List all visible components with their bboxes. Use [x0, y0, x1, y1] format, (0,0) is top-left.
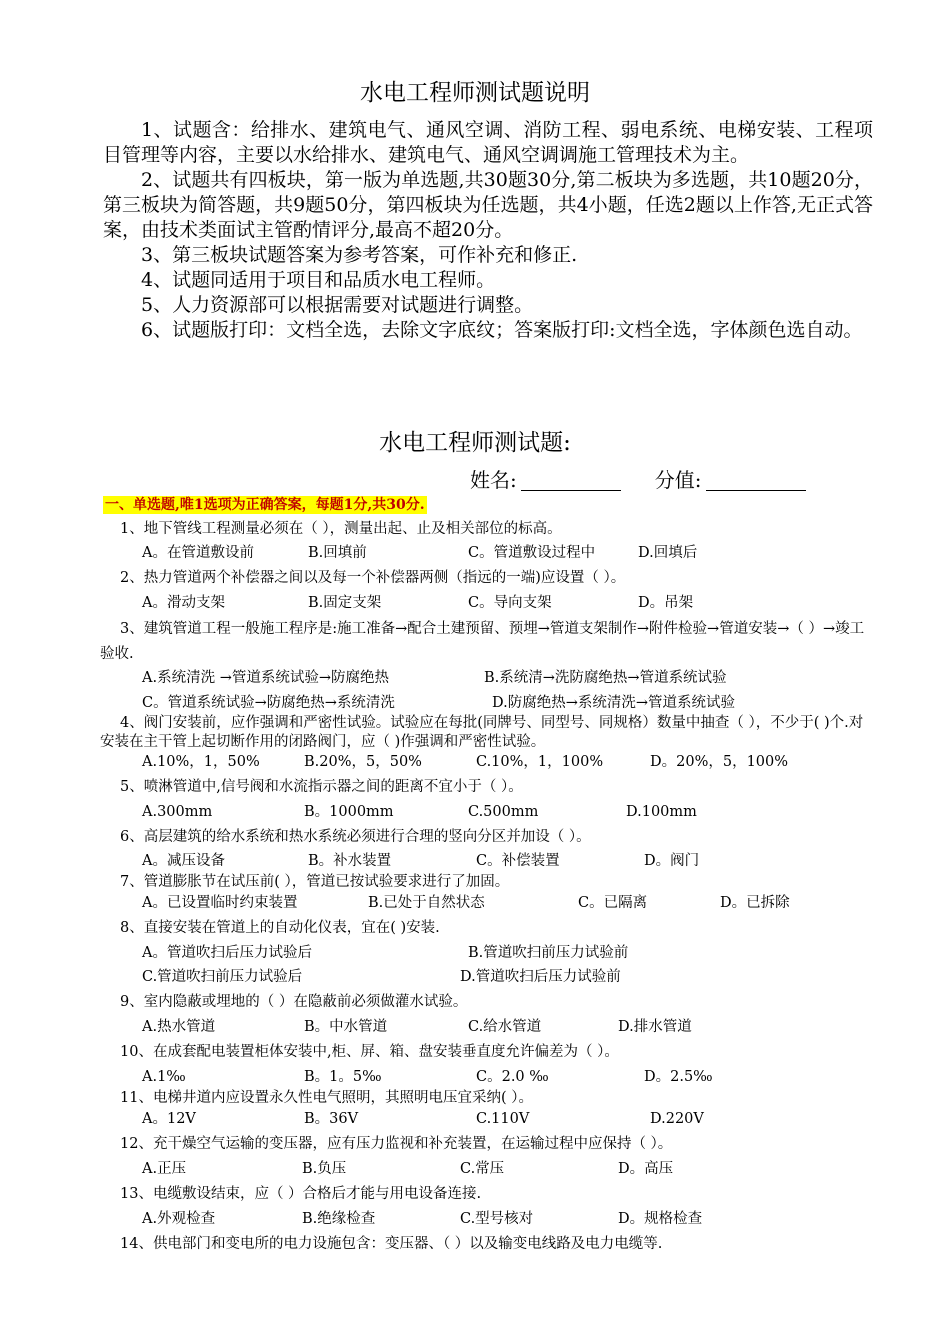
- score-blank: [706, 470, 806, 491]
- option: A。在管道敷设前: [142, 545, 254, 561]
- option: D。规格检查: [618, 1211, 703, 1227]
- option: B.管道吹扫前压力试验前: [468, 945, 629, 961]
- option-row: [142, 542, 842, 564]
- option: B.固定支架: [308, 595, 382, 611]
- question-text: 11、电梯井道内应设置永久性电气照明，其照明电压宜采纳( ）。: [120, 1090, 533, 1106]
- option: B.系统清→洗防腐绝热→管道系统试验: [484, 670, 727, 686]
- option: D。吊架: [638, 595, 694, 611]
- question-text: 5、喷淋管道中,信号阀和水流指示器之间的距离不宜小于（ ）。: [120, 779, 523, 795]
- option: D。已拆除: [720, 895, 790, 911]
- option: A.300mm: [142, 804, 213, 820]
- option: A。管道吹扫后压力试验后: [142, 945, 312, 961]
- option: C.管道吹扫前压力试验后: [142, 969, 303, 985]
- option-row: [142, 942, 842, 964]
- instruction-item: 2、试题共有四板块，第一版为单选题,共30题30分,第二板块为多选题，共10题20分，第三板块为简答题，共9题50分，第四板块为任选题，共4小题，任选2题以上作答,无正式答案，由技术类面试主管酌情评分,最高不超20分。: [103, 169, 873, 241]
- question-text: 2、热力管道两个补偿器之间以及每一个补偿器两侧（指远的一端)应设置（ ）。: [120, 570, 626, 586]
- question-text: 9、室内隐蔽或埋地的（ ）在隐蔽前必须做灌水试验。: [120, 994, 468, 1010]
- option: B。中水管道: [304, 1019, 388, 1035]
- option: A.外观检查: [142, 1211, 216, 1227]
- option-row: [142, 892, 842, 914]
- question-text: 7、管道膨胀节在试压前( ），管道已按试验要求进行了加固。: [120, 874, 510, 890]
- option: C.给水管道: [468, 1019, 542, 1035]
- instructions: [103, 118, 873, 343]
- option: D.回填后: [638, 545, 698, 561]
- option: D.220V: [650, 1111, 704, 1127]
- option: A。已设置临时约束装置: [142, 895, 298, 911]
- option-row: [142, 1158, 842, 1180]
- option-row: [142, 592, 842, 614]
- option: C。导向支架: [468, 595, 552, 611]
- option: A.10%，1，50%: [142, 754, 260, 770]
- option: D.防腐绝热→系统清洗→管道系统试验: [492, 695, 736, 711]
- option-row: [142, 1108, 842, 1130]
- option-row: [142, 966, 842, 988]
- option-row: [142, 1208, 842, 1230]
- option-row: [142, 1016, 842, 1038]
- question-text: 8、直接安装在管道上的自动化仪表，宜在( )安装.: [120, 920, 440, 936]
- option: B.已处于自然状态: [368, 895, 485, 911]
- option: D.排水管道: [618, 1019, 692, 1035]
- option: B。1000mm: [304, 804, 394, 820]
- name-score-row: [470, 466, 870, 494]
- question-text: 12、充干燥空气运输的变压器，应有压力监视和补充装置，在运输过程中应保持（ ）。: [120, 1136, 673, 1152]
- instruction-item: 1、试题含：给排水、建筑电气、通风空调、消防工程、弱电系统、电梯安装、工程项目管理等内容，主要以水给排水、建筑电气、通风空调调施工管理技术为主。: [103, 119, 873, 166]
- instruction-item: 5、人力资源部可以根据需要对试题进行调整。: [141, 294, 534, 316]
- option-row: [142, 801, 842, 823]
- option: B。36V: [304, 1111, 359, 1127]
- option: D。高压: [618, 1161, 674, 1177]
- option: A.系统清洗 →管道系统试验→防腐绝热: [142, 670, 389, 686]
- question-text: 1、地下管线工程测量必须在（ ），测量出起、止及相关部位的标高。: [120, 521, 562, 537]
- option: A。12V: [142, 1111, 196, 1127]
- option-row: [142, 1066, 842, 1088]
- option-row: [142, 692, 842, 714]
- option: D.100mm: [626, 804, 697, 820]
- option: B。1。5‰: [304, 1069, 382, 1085]
- option: C.常压: [460, 1161, 505, 1177]
- test-title: 水电工程师测试题:: [379, 430, 571, 456]
- option: A。减压设备: [142, 853, 225, 869]
- option: C.500mm: [468, 804, 539, 820]
- option: C.110V: [476, 1111, 530, 1127]
- option: B.20%，5，50%: [304, 754, 422, 770]
- instruction-item: 4、试题同适用于项目和品质水电工程师。: [141, 269, 496, 291]
- option: A.热水管道: [142, 1019, 216, 1035]
- name-blank: [521, 470, 621, 491]
- option: B.回填前: [308, 545, 367, 561]
- document-title: 水电工程师测试题说明: [360, 80, 590, 106]
- option: C.型号核对: [460, 1211, 534, 1227]
- question-text: 6、高层建筑的给水系统和热水系统必须进行合理的竖向分区并加设（ ）。: [120, 829, 591, 845]
- option: A.正压: [142, 1161, 187, 1177]
- option-row: [142, 850, 842, 872]
- question-text: 10、在成套配电装置柜体安装中,柜、屏、箱、盘安装垂直度允许偏差为（ ）。: [120, 1044, 619, 1060]
- question-text: 4、阀门安装前，应作强调和严密性试验。试验应在每批(同牌号、同型号、同规格）数量中抽查（ ），不少于( )个.对安装在主干管上起切断作用的闭路阀门，应（ )作强调和严密性试验。: [100, 715, 864, 750]
- option: A.1‰: [142, 1069, 186, 1085]
- option: C。管道系统试验→防腐绝热→系统清洗: [142, 695, 395, 711]
- option: D。2.5‰: [644, 1069, 713, 1085]
- question-text: 14、供电部门和变电所的电力设施包含：变压器、（ ）以及输变电线路及电力电缆等.: [120, 1236, 663, 1252]
- option: B。补水装置: [308, 853, 392, 869]
- question-text: 13、电缆敷设结束，应（ ）合格后才能与用电设备连接.: [120, 1186, 482, 1202]
- option: D。阀门: [644, 853, 700, 869]
- option: C。管道敷设过程中: [468, 545, 596, 561]
- name-label: 姓名:: [470, 468, 517, 492]
- option: A。滑动支架: [142, 595, 225, 611]
- option: D。20%，5，100%: [650, 754, 789, 770]
- instruction-item: 6、试题版打印：文档全选，去除文字底纹；答案版打印:文档全选，字体颜色选自动。: [141, 319, 863, 341]
- question-text: 3、建筑管道工程一般施工程序是:施工准备→配合土建预留、预埋→管道支架制作→附件检验→管道安装→（ ）→竣工验收.: [100, 621, 865, 662]
- score-label: 分值:: [654, 468, 702, 492]
- option: D.管道吹扫后压力试验前: [460, 969, 621, 985]
- option: C.10%，1，100%: [476, 754, 604, 770]
- option: C。补偿装置: [476, 853, 560, 869]
- option: C。已隔离: [578, 895, 648, 911]
- option: B.负压: [302, 1161, 347, 1177]
- option: B.绝缘检查: [302, 1211, 376, 1227]
- option-row: [142, 751, 842, 773]
- option: C。2.0 ‰: [476, 1069, 549, 1085]
- section-heading: 一、单选题,唯1选项为正确答案，每题1分,共30分.: [105, 497, 425, 513]
- instruction-item: 3、第三板块试题答案为参考答案，可作补充和修正.: [141, 244, 578, 266]
- option-row: [142, 667, 842, 689]
